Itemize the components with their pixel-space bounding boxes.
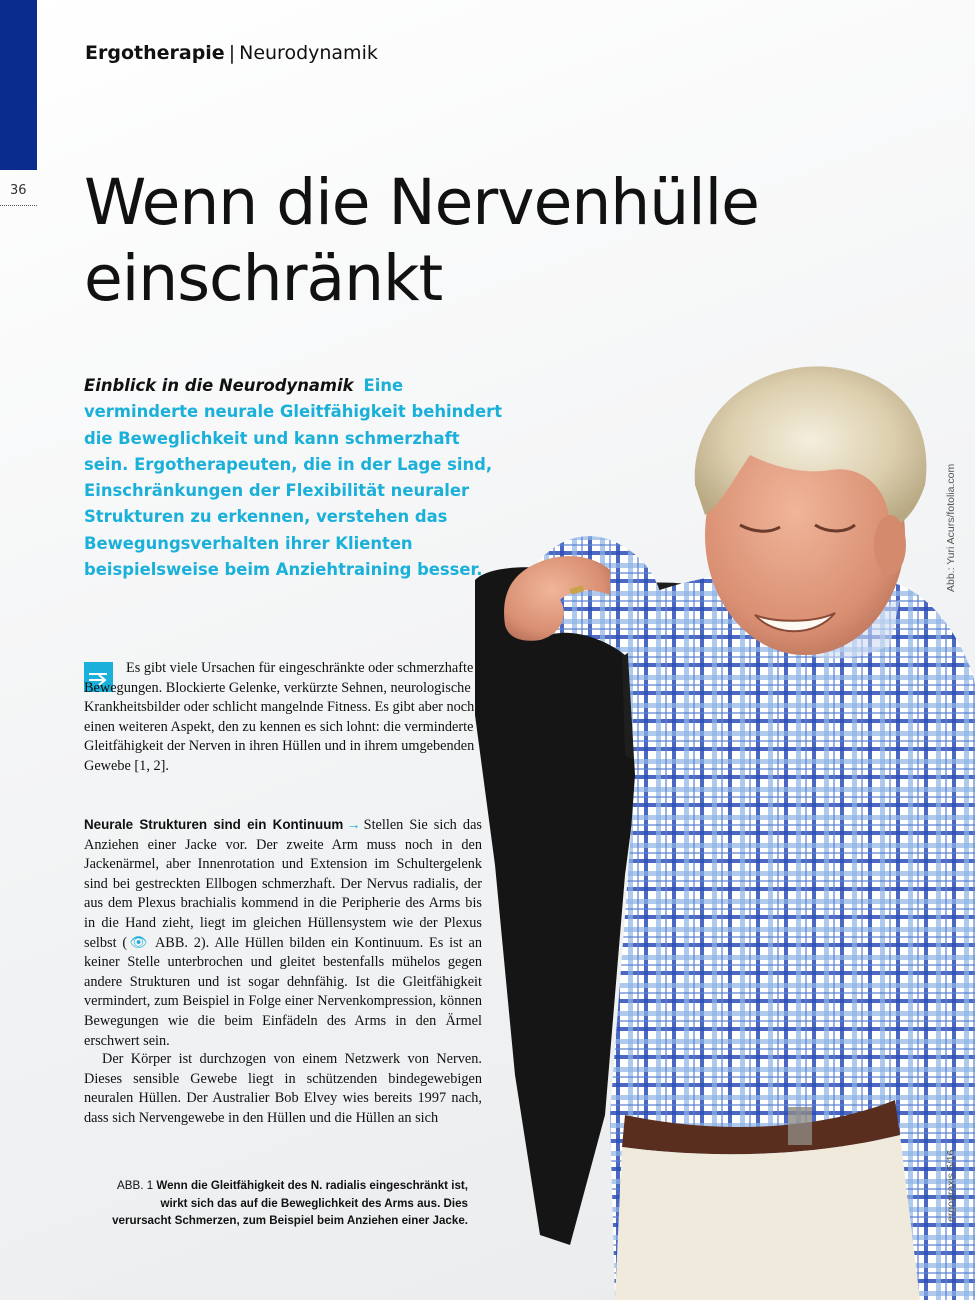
- brand-color-bar: [0, 0, 37, 170]
- trousers: [615, 1135, 920, 1300]
- section-header: [85, 42, 378, 64]
- body-text-a: Stellen Sie sich das Anziehen einer Jacke vor. Der zweite Arm muss noch in den Jackenärmel, aber Innenrotation und Extension im Schultergelenk sind bei gestreckten Ellbogen schmerzhaft. Der Nervus radialis, der aus dem Plexus brachialis kommend in die Peripherie des Arms bis in die Hand zieht, liegt im gleichen Hüllensystem wie der Plexus selbst (: [84, 817, 482, 951]
- page-number: 36: [10, 183, 27, 198]
- caption-label: ABB. 1: [117, 1179, 154, 1192]
- headline-line-2: einschränkt: [84, 242, 443, 315]
- caption-text: Wenn die Gleitfähigkeit des N. radialis eingeschränkt ist, wirkt sich das auf die Beweglichkeit des Arms aus. Dies verursacht Schmerzen, zum Beispiel beim Anziehen einer Jacke.: [112, 1179, 468, 1227]
- headline-line-1: Wenn die Nervenhülle: [84, 166, 759, 239]
- figure-reference-link[interactable]: ABB. 2: [154, 934, 201, 951]
- section-name: Ergotherapie: [85, 42, 225, 64]
- section-subhead: Neurale Strukturen sind ein Kontinuum: [84, 817, 344, 832]
- body-text-b: ). Alle Hüllen bilden ein Kontinuum. Es ist an keiner Stelle unterbrochen und gleitet bestenfalls mühelos gegen andere Strukturen und ist sogar dehnfähig. Ist die Gleitfähigkeit vermindert, zum Beispiel in Folge einer Nervenkompression, können Bewegungen wie die beim Einfädeln des Arms in den Ärmel erschwert sein.: [84, 934, 482, 1049]
- article-headline: [84, 165, 759, 317]
- eye-icon: 👁︎: [127, 934, 150, 951]
- photo-credit: Abb.: Yuri Acurs/fotolia.com: [945, 463, 957, 592]
- subhead-arrow-icon: →: [346, 817, 361, 833]
- page-number-divider: [0, 205, 37, 206]
- journal-issue: ergopraxis 5/16: [945, 1149, 957, 1222]
- lead-kicker: Einblick in die Neurodynamik: [84, 376, 354, 395]
- section-separator: |: [228, 42, 236, 64]
- intro-paragraph: Es gibt viele Ursachen für eingeschränkte oder schmerzhafte Bewegungen. Blockierte Gelenke, verkürzte Sehnen, neurologische Krankheitsbilder oder schlicht mangelnde Fitness. Es gibt aber noch einen weiteren Aspekt, den zu kennen es sich lohnt: die verminderte Gleitfähigkeit der Nerven in ihren Hüllen und in ihrem umgebenden Gewebe [1, 2].: [84, 660, 475, 774]
- photo-man-putting-on-jacket: [420, 355, 975, 1300]
- section-topic: Neurodynamik: [239, 42, 378, 64]
- figure-caption: [98, 1177, 468, 1230]
- body-paragraph-2: Der Körper ist durchzogen von einem Netzwerk von Nerven. Dieses sensible Gewebe liegt in schützenden bindegewebigen neuralen Hüllen. Der Australier Bob Elvey wies bereits 1997 nach, dass sich Nervengewebe in den Hüllen und die Hüllen an sich: [84, 1051, 482, 1126]
- body-paragraph-1: [84, 815, 482, 1051]
- lead-text: Eine verminderte neurale Gleitfähigkeit behindert die Beweglichkeit und kann schmerzhaft sein. Ergotherapeuten, die in der Lage sind, Einschränkungen der Flexibilität neuraler Strukturen zu erkennen, verstehen das Bewegungsverhalten ihrer Klienten beispielsweise beim Anziehtraining besser.: [84, 376, 503, 580]
